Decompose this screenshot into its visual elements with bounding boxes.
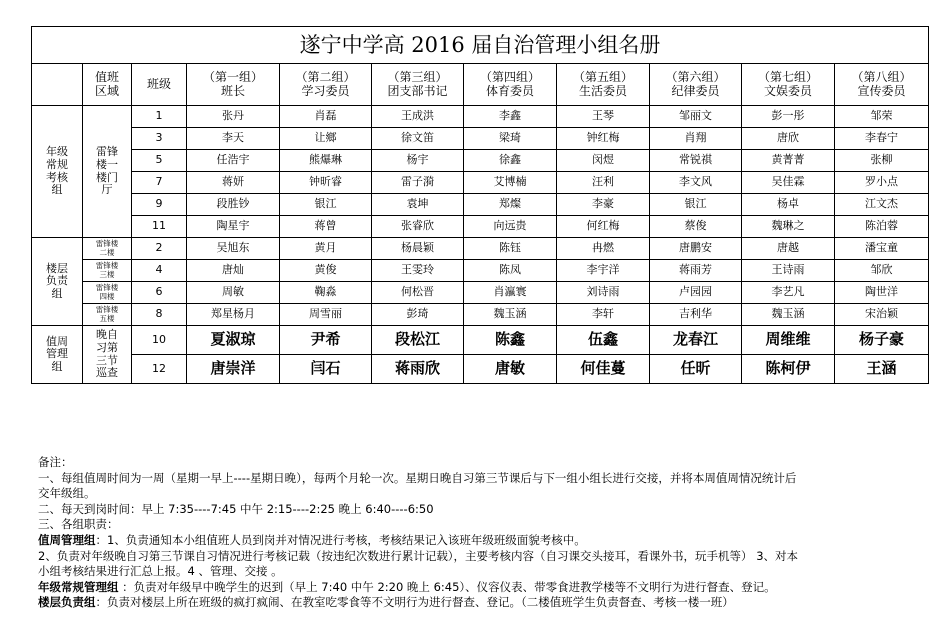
note-1-cont: 交年级组。 xyxy=(38,486,96,501)
member-cell: 汪利 xyxy=(557,172,650,194)
roster-table xyxy=(31,26,929,384)
member-cell: 魏玉涵 xyxy=(464,304,557,326)
member-cell: 江文杰 xyxy=(835,194,929,216)
member-cell: 任浩宇 xyxy=(187,150,280,172)
member-cell: 魏玉涵 xyxy=(742,304,835,326)
duty-floor-text: ：负责对楼层上所在班级的疯打疯闹、在教室吃零食等不文明行为进行督查、登记。（二楼值班学生负责督查、考核一楼一班） xyxy=(95,595,734,610)
notes-heading: 备注： xyxy=(38,455,73,469)
class-cell: 7 xyxy=(132,172,187,194)
member-cell: 张丹 xyxy=(187,106,280,128)
member-cell: 肖瀛寰 xyxy=(464,282,557,304)
member-cell: 陈钰 xyxy=(464,238,557,260)
member-cell: 李艺凡 xyxy=(742,282,835,304)
group-label-text: 年级常规考核组 xyxy=(46,145,68,197)
member-cell: 杨卓 xyxy=(742,194,835,216)
member-cell: 周敏 xyxy=(187,282,280,304)
duty-area-text: 雷锋楼四楼 xyxy=(95,282,119,301)
group-label-text: 值周管理组 xyxy=(46,334,68,373)
table-row xyxy=(32,326,929,355)
duty-area-text: 雷锋楼二楼 xyxy=(95,238,119,257)
member-cell: 蔡俊 xyxy=(650,216,742,238)
member-cell: 吴旭东 xyxy=(187,238,280,260)
page-title: 遂宁中学高 2016 届自治管理小组名册 xyxy=(32,27,929,64)
member-cell: 黄菁菁 xyxy=(742,150,835,172)
member-cell: 吴佳霖 xyxy=(742,172,835,194)
member-cell: 银江 xyxy=(650,194,742,216)
member-cell: 唐欣 xyxy=(742,128,835,150)
member-cell: 王琴 xyxy=(557,106,650,128)
member-cell: 鞠淼 xyxy=(280,282,372,304)
member-cell: 王成洪 xyxy=(372,106,464,128)
member-cell: 任昕 xyxy=(650,355,742,384)
member-cell: 蒋曾 xyxy=(280,216,372,238)
notes xyxy=(38,455,928,611)
member-cell: 龙春江 xyxy=(650,326,742,355)
header-group-5: （第五组） 生活委员 xyxy=(557,64,650,106)
class-cell: 5 xyxy=(132,150,187,172)
header-area: 值班 区域 xyxy=(83,64,132,106)
member-cell: 黄月 xyxy=(280,238,372,260)
member-cell: 雷子漪 xyxy=(372,172,464,194)
header-blank xyxy=(32,64,83,106)
member-cell: 刘诗雨 xyxy=(557,282,650,304)
table-row xyxy=(32,150,929,172)
duty-area xyxy=(83,238,132,260)
member-cell: 王涵 xyxy=(835,355,929,384)
header-class: 班级 xyxy=(132,64,187,106)
member-cell: 唐越 xyxy=(742,238,835,260)
duty-area xyxy=(83,304,132,326)
member-cell: 唐灿 xyxy=(187,260,280,282)
member-cell: 蒋妍 xyxy=(187,172,280,194)
member-cell: 李豪 xyxy=(557,194,650,216)
header-group-1: （第一组） 班长 xyxy=(187,64,280,106)
class-cell: 12 xyxy=(132,355,187,384)
member-cell: 徐鑫 xyxy=(464,150,557,172)
member-cell: 伍鑫 xyxy=(557,326,650,355)
header-group-6: （第六组） 纪律委员 xyxy=(650,64,742,106)
member-cell: 徐文笛 xyxy=(372,128,464,150)
duty-weekly xyxy=(38,533,928,549)
member-cell: 闫石 xyxy=(280,355,372,384)
table-row xyxy=(32,106,929,128)
duty-routine-text: ：负责对年级早中晚学生的迟到（早上 7:40 中午 2:20 晚上 6:45）、仪容仪表、带零食进教学楼等不文明行为进行督查、登记。 xyxy=(118,579,776,594)
member-cell: 肖翔 xyxy=(650,128,742,150)
member-cell: 肖磊 xyxy=(280,106,372,128)
table-row xyxy=(32,128,929,150)
member-cell: 杨子豪 xyxy=(835,326,929,355)
table-row xyxy=(32,260,929,282)
member-cell: 李宇洋 xyxy=(557,260,650,282)
duty-area xyxy=(83,326,132,384)
member-cell: 唐崇洋 xyxy=(187,355,280,384)
member-cell: 陈凤 xyxy=(464,260,557,282)
member-cell: 李春宁 xyxy=(835,128,929,150)
duty-routine xyxy=(38,580,928,596)
class-cell: 11 xyxy=(132,216,187,238)
member-cell: 段胜钞 xyxy=(187,194,280,216)
roster-body xyxy=(32,106,929,384)
member-cell: 蒋雨芳 xyxy=(650,260,742,282)
duty-area-text: 晚自习第三节巡查 xyxy=(96,328,118,380)
duty-floor-label: 楼层负责组 xyxy=(38,595,96,610)
member-cell: 让鄉 xyxy=(280,128,372,150)
duty-weekly-cont-2: 小组考核结果进行汇总上报。4 、管理、交接 。 xyxy=(38,564,283,579)
member-cell: 杨晨颖 xyxy=(372,238,464,260)
duty-area xyxy=(83,260,132,282)
member-cell: 黄俊 xyxy=(280,260,372,282)
member-cell: 邹欣 xyxy=(835,260,929,282)
duty-area-text: 雷锋楼五楼 xyxy=(95,304,119,323)
note-3: 三、各组职责： xyxy=(38,517,119,532)
member-cell: 梁琦 xyxy=(464,128,557,150)
member-cell: 何佳蔓 xyxy=(557,355,650,384)
member-cell: 邹荣 xyxy=(835,106,929,128)
member-cell: 杨宇 xyxy=(372,150,464,172)
member-cell: 银江 xyxy=(280,194,372,216)
member-cell: 周维维 xyxy=(742,326,835,355)
member-cell: 钟红梅 xyxy=(557,128,650,150)
group-label xyxy=(32,326,83,384)
class-cell: 10 xyxy=(132,326,187,355)
member-cell: 李文风 xyxy=(650,172,742,194)
table-row xyxy=(32,194,929,216)
member-cell: 彭琦 xyxy=(372,304,464,326)
class-cell: 6 xyxy=(132,282,187,304)
member-cell: 向远贵 xyxy=(464,216,557,238)
member-cell: 李鑫 xyxy=(464,106,557,128)
member-cell: 彭一彤 xyxy=(742,106,835,128)
member-cell: 魏琳之 xyxy=(742,216,835,238)
member-cell: 陈泊蓉 xyxy=(835,216,929,238)
duty-routine-label: 年级常规管理组 xyxy=(38,579,119,594)
member-cell: 唐敏 xyxy=(464,355,557,384)
member-cell: 王雯玲 xyxy=(372,260,464,282)
table-row xyxy=(32,216,929,238)
duty-weekly-label: 值周管理组 xyxy=(38,532,96,547)
duty-weekly-cont: 2、负责对年级晚自习第三节课自习情况进行考核记载（按违纪次数进行累计记载），主要考核内容（自习课交头接耳，看课外书，玩手机等） 3、对本 xyxy=(38,548,799,563)
class-cell: 3 xyxy=(132,128,187,150)
member-cell: 袁坤 xyxy=(372,194,464,216)
note-2: 二、每天到岗时间：早上 7:35----7:45 中午 2:15----2:25 晚上 6:40----6:50 xyxy=(38,501,434,516)
header-group-7: （第七组） 文娱委员 xyxy=(742,64,835,106)
member-cell: 钟昕睿 xyxy=(280,172,372,194)
member-cell: 蒋雨欣 xyxy=(372,355,464,384)
member-cell: 陶世洋 xyxy=(835,282,929,304)
member-cell: 陶星宇 xyxy=(187,216,280,238)
member-cell: 王诗雨 xyxy=(742,260,835,282)
table-row xyxy=(32,172,929,194)
table-row xyxy=(32,282,929,304)
duty-floor xyxy=(38,595,928,611)
member-cell: 冉燃 xyxy=(557,238,650,260)
member-cell: 吉利华 xyxy=(650,304,742,326)
member-cell: 张柳 xyxy=(835,150,929,172)
group-label xyxy=(32,106,83,238)
member-cell: 夏淑琼 xyxy=(187,326,280,355)
class-cell: 9 xyxy=(132,194,187,216)
duty-area xyxy=(83,106,132,238)
duty-area xyxy=(83,282,132,304)
duty-weekly-text: ：1、负责通知本小组值班人员到岗并对情况进行考核，考核结果记入该班年级班级面貌考核中。 xyxy=(95,532,586,547)
header-row xyxy=(32,64,929,106)
duty-area-text: 雷锋楼三楼 xyxy=(95,260,119,279)
header-group-8: （第八组） 宣传委员 xyxy=(835,64,929,106)
member-cell: 何松晋 xyxy=(372,282,464,304)
duty-area-text: 雷锋楼一楼门厅 xyxy=(96,145,118,197)
member-cell: 陈柯伊 xyxy=(742,355,835,384)
header-group-2: （第二组） 学习委员 xyxy=(280,64,372,106)
member-cell: 张睿欣 xyxy=(372,216,464,238)
member-cell: 陈鑫 xyxy=(464,326,557,355)
member-cell: 闵煜 xyxy=(557,150,650,172)
member-cell: 李轩 xyxy=(557,304,650,326)
member-cell: 常锐祺 xyxy=(650,150,742,172)
class-cell: 4 xyxy=(132,260,187,282)
header-group-3: （第三组） 团支部书记 xyxy=(372,64,464,106)
note-1: 一、每组值周时间为一周（星期一早上----星期日晚），每两个月轮一次。星期日晚自习第三节课后与下一组小组长进行交接，并将本周值周情况统计后 xyxy=(38,470,797,485)
member-cell: 宋治颖 xyxy=(835,304,929,326)
class-cell: 1 xyxy=(132,106,187,128)
class-cell: 8 xyxy=(132,304,187,326)
member-cell: 段松江 xyxy=(372,326,464,355)
header-group-4: （第四组） 体育委员 xyxy=(464,64,557,106)
member-cell: 卢园园 xyxy=(650,282,742,304)
member-cell: 郑燦 xyxy=(464,194,557,216)
table-row xyxy=(32,304,929,326)
member-cell: 何红梅 xyxy=(557,216,650,238)
member-cell: 周雪丽 xyxy=(280,304,372,326)
member-cell: 熊爆琳 xyxy=(280,150,372,172)
member-cell: 郑星杨月 xyxy=(187,304,280,326)
member-cell: 邹丽文 xyxy=(650,106,742,128)
table-row xyxy=(32,238,929,260)
member-cell: 罗小点 xyxy=(835,172,929,194)
member-cell: 唐鹏安 xyxy=(650,238,742,260)
table-row xyxy=(32,355,929,384)
member-cell: 潘宝童 xyxy=(835,238,929,260)
class-cell: 2 xyxy=(132,238,187,260)
group-label xyxy=(32,238,83,326)
group-label-text: 楼层负责组 xyxy=(46,261,68,300)
member-cell: 艾博楠 xyxy=(464,172,557,194)
member-cell: 尹希 xyxy=(280,326,372,355)
member-cell: 李天 xyxy=(187,128,280,150)
